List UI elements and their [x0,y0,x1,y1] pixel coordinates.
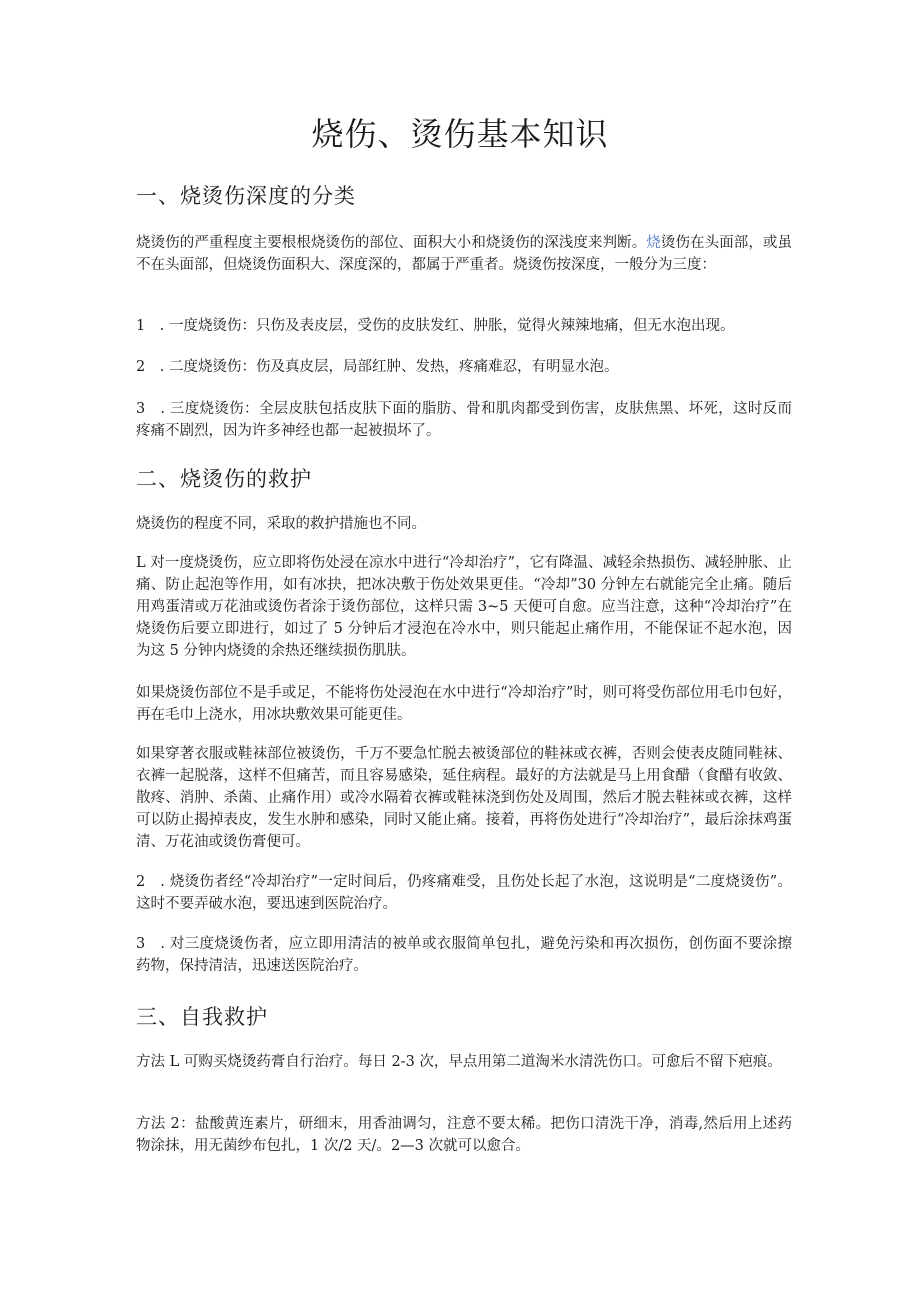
intro-text-a: 烧烫伤的严重程度主要根根烧烫伤的部位、面积大小和烧烫伤的深浅度来判断。 [136,235,647,251]
list-item-second-degree: 2 . 二度烧烫伤：伤及真皮层，局部红肿、发热，疼痛难忍，有明显水泡。 [136,359,619,375]
document-title: 烧伤、烫伤基本知识 [311,115,609,153]
section-heading-classification: 一、烧烫伤深度的分类 [136,184,356,208]
paragraph-third-degree-care: 3 . 对三度烧烫伤者，应立即用清洁的被单或衣服简单包扎，避免污染和再次损伤，创伤面不要涂擦药物，保持清洁，迅速送医院治疗。 [136,936,792,974]
intro-accent-text: 烧 [646,235,661,251]
paragraph-intro [136,232,792,276]
paragraph-rescue-intro: 烧烫伤的程度不同，采取的救护措施也不同。 [136,516,426,532]
section-heading-self-care: 三、自我救护 [136,1005,268,1029]
paragraph-method-2: 方法 2：盐酸黄连素片，研细末，用香油调匀，注意不要太稀。把伤口清洗干净，消毒,然后用上述药物涂抹，用无菌纱布包扎，1 次/2 天/。2—3 次就可以愈合。 [136,1116,792,1154]
section-heading-rescue: 二、烧烫伤的救护 [136,467,312,491]
paragraph-first-degree-care: L 对一度烧烫伤，应立即将伤处浸在凉水中进行“冷却治疗”，它有降温、减轻余热损伤、减轻肿胀、止痛、防止起泡等作用，如有冰抉，把冰决敷于伤处效果更佳。“冷却”30 分钟左右就能完全止痛。随后用鸡蛋清或万花油或烫伤者涂于烫伤部位，这样只需 3~5 天便可自愈。应当注意，这种“冷却治疗”在烧烫伤后要立即进行，如过了 5 分钟后才浸泡在冷水中，则只能起止痛作用，不能保证不起水泡，因为这 5 分钟内烧烫的余热还继续损伤肌肤。 [136,555,792,659]
paragraph-cold-compress: 如果烧烫伤部位不是手或足，不能将伤处浸泡在水中进行“冷却治疗”时，则可将受伤部位用毛巾包好，再在毛巾上浇水，用冰块敷效果可能更佳。 [136,685,792,723]
paragraph-method-1: 方法 L 可购买烧烫药膏自行治疗。每日 2-3 次，早点用第二道淘米水清洗伤口。可愈后不留下疤痕。 [136,1054,782,1070]
paragraph-clothing-burns: 如果穿著衣服或鞋袜部位被烫伤，千万不要急忙脱去被烫部位的鞋袜或衣裤，否则会使表皮随同鞋袜、衣裤一起脱落，这样不但痛苦，而且容易感染，延住病程。最好的方法就是马上用食醋（食醋有收敛、散疼、消肿、杀菌、止痛作用）或冷水隔着衣裤或鞋袜浇到伤处及周围，然后才脱去鞋袜或衣裤，这样可以防止揭掉表皮，发生水肿和感染，同时又能止痛。接着，再将伤处进行“冷却治疗”，最后涂抹鸡蛋清、万花油或烫伤膏便可。 [136,746,792,850]
list-item-first-degree: 1 . 一度烧烫伤：只伤及表皮层，受伤的皮肤发红、肿胀，觉得火辣辣地痛，但无水泡出现。 [136,318,735,334]
list-item-third-degree: 3 . 三度烧烫伤：全层皮肤包括皮肤下面的脂肪、骨和肌肉都受到伤害，皮肤焦黑、坏死，这时反而疼痛不剧烈，因为许多神经也都一起被损坏了。 [136,401,792,439]
intro-text-b: 烫伤在头面部，或虽不在头面部，但烧烫伤面积大、深度深的，都属于严重者。烧烫伤按深度，一般分为三度： [136,235,793,273]
paragraph-second-degree-care: 2 . 烧烫伤者经“冷却治疗”一定时间后，仍疼痛难受，且伤处长起了水泡，这说明是“二度烧烫伤”。这时不要弄破水泡，要迅速到医院治疗。 [136,874,792,912]
